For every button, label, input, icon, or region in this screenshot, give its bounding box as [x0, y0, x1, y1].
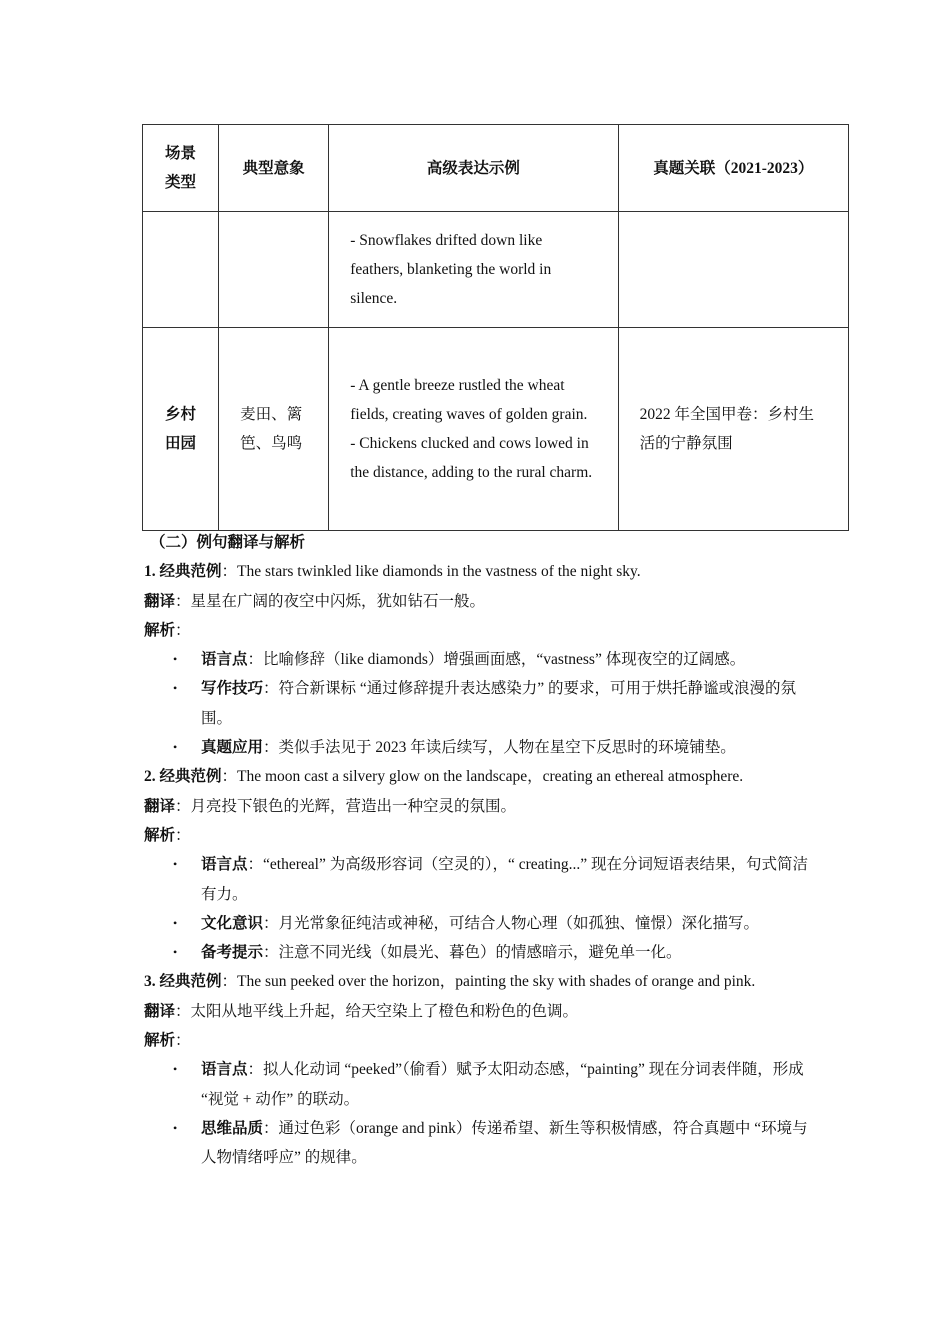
point-label: 语言点 — [201, 856, 248, 874]
analysis-colon: ： — [175, 621, 191, 639]
translation-line — [144, 997, 814, 1026]
bullet-icon: • — [173, 652, 178, 667]
list-item — [144, 909, 814, 938]
example-line: - A gentle breeze rustled the wheat fields, creating waves of golden grain. — [350, 377, 588, 423]
translation-text: ：太阳从地平线上升起，给天空染上了橙色和粉色的色调。 — [175, 1002, 579, 1020]
analysis-label: 解析 — [144, 826, 176, 844]
bullet-icon: • — [173, 915, 178, 930]
list-item — [144, 1055, 814, 1114]
header-examples: 高级表达示例 — [329, 125, 618, 212]
translation-text: ：月亮投下银色的光辉，营造出一种空灵的氛围。 — [175, 797, 517, 815]
point-label: 写作技巧 — [201, 680, 264, 698]
bullet-icon: • — [173, 857, 178, 872]
point-label: 备考提示 — [201, 944, 264, 962]
example-label: 1. 经典范例 — [144, 563, 222, 581]
header-scene-type: 场景 类型 — [143, 125, 219, 212]
cell-imagery: 麦田、篱笆、鸟鸣 — [219, 328, 329, 531]
cell-exam-link — [618, 212, 848, 328]
bullet-icon: • — [173, 945, 178, 960]
point-label: 语言点 — [201, 1061, 248, 1079]
point-label: 思维品质 — [201, 1119, 264, 1137]
point-text: ：“ethereal” 为高级形容词（空灵的），“ creating...” 现在分词短语表结果，句式简洁有力。 — [201, 856, 808, 903]
analysis-colon: ： — [175, 826, 191, 844]
analysis-label: 解析 — [144, 621, 176, 639]
example-heading — [144, 762, 814, 791]
translation-line — [144, 792, 814, 821]
table-row — [143, 212, 849, 328]
point-label: 真题应用 — [201, 739, 264, 757]
translation-line — [144, 587, 814, 616]
example-sentence: ：The stars twinkled like diamonds in the vastness of the night sky. — [221, 563, 641, 581]
table-row — [143, 328, 849, 531]
list-item — [144, 645, 814, 674]
point-label: 语言点 — [201, 651, 248, 669]
example-line: - Snowflakes drifted down like feathers, blanketing the world in silence. — [350, 232, 552, 307]
cell-imagery — [219, 212, 329, 328]
header-exam-link: 真题关联（2021-2023） — [618, 125, 848, 212]
translation-label: 翻译 — [144, 592, 176, 610]
example-sentence: ：The moon cast a silvery glow on the landscape，creating an ethereal atmosphere. — [221, 768, 744, 786]
analysis-section — [144, 528, 814, 1173]
example-heading — [144, 967, 814, 996]
example-label: 2. 经典范例 — [144, 768, 222, 786]
table-header-row — [143, 125, 849, 212]
translation-label: 翻译 — [144, 1002, 176, 1020]
bullet-icon: • — [173, 1120, 178, 1135]
analysis-label: 解析 — [144, 1032, 176, 1050]
cell-examples — [329, 328, 618, 531]
bullet-icon: • — [173, 1062, 178, 1077]
point-label: 文化意识 — [201, 914, 264, 932]
example-sentence: ：The sun peeked over the horizon，painting the sky with shades of orange and pink. — [221, 973, 756, 991]
cell-scene-type — [143, 212, 219, 328]
analysis-list — [144, 645, 814, 762]
section-title: （二）例句翻译与解析 — [150, 534, 306, 551]
cell-exam-link: 2022 年全国甲卷：乡村生活的宁静氛围 — [618, 328, 848, 531]
point-text: ：拟人化动词 “peeked”（偷看）赋予太阳动态感，“painting” 现在分词表伴随，形成 “视觉 + 动作” 的联动。 — [201, 1061, 804, 1108]
point-text: ：注意不同光线（如晨光、暮色）的情感暗示，避免单一化。 — [263, 944, 682, 962]
point-text: ：类似手法见于 2023 年读后续写，人物在星空下反思时的环境铺垫。 — [263, 739, 736, 757]
header-imagery: 典型意象 — [219, 125, 329, 212]
list-item — [144, 850, 814, 909]
bullet-icon: • — [173, 681, 178, 696]
point-text: ：比喻修辞（like diamonds）增强画面感，“vastness” 体现夜空的辽阔感。 — [247, 651, 746, 669]
analysis-colon: ： — [175, 1032, 191, 1050]
analysis-label-line — [144, 1026, 814, 1055]
scene-table — [142, 124, 849, 531]
example-label: 3. 经典范例 — [144, 973, 222, 991]
list-item — [144, 674, 814, 733]
analysis-label-line — [144, 821, 814, 850]
translation-label: 翻译 — [144, 797, 176, 815]
list-item — [144, 938, 814, 967]
list-item — [144, 733, 814, 762]
example-line: - Chickens clucked and cows lowed in the distance, adding to the rural charm. — [350, 435, 593, 481]
analysis-list — [144, 850, 814, 967]
example-heading — [144, 557, 814, 586]
point-text: ：月光常象征纯洁或神秘，可结合人物心理（如孤独、憧憬）深化描写。 — [263, 914, 760, 932]
point-text: ：通过色彩（orange and pink）传递希望、新生等积极情感，符合真题中 “环境与人物情绪呼应” 的规律。 — [201, 1119, 808, 1167]
list-item — [144, 1114, 814, 1173]
cell-scene-type: 乡村 田园 — [143, 328, 219, 531]
cell-examples — [329, 212, 618, 328]
analysis-label-line — [144, 616, 814, 645]
bullet-icon: • — [173, 740, 178, 755]
translation-text: ：星星在广阔的夜空中闪烁，犹如钻石一般。 — [175, 592, 486, 610]
analysis-list — [144, 1055, 814, 1172]
point-text: ：符合新课标 “通过修辞提升表达感染力” 的要求，可用于烘托静谧或浪漫的氛围。 — [201, 680, 797, 727]
